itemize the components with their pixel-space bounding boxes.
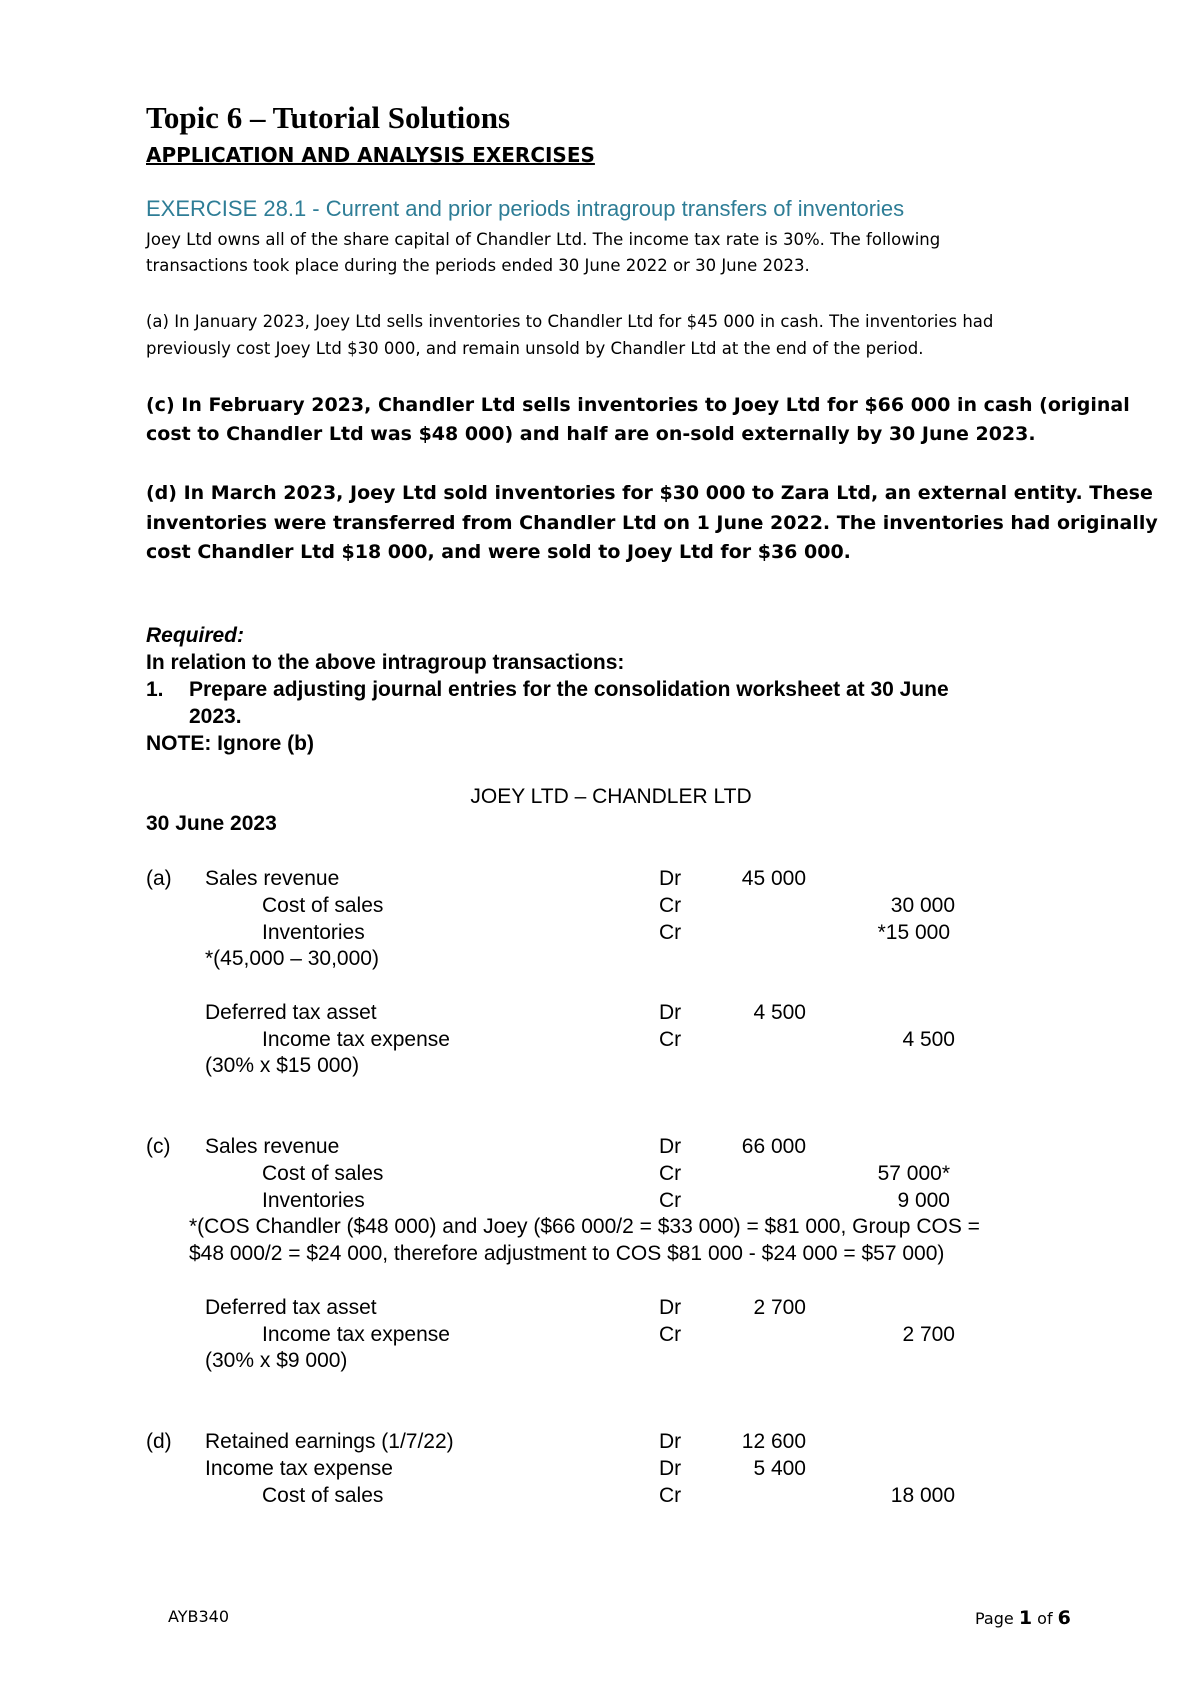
entry-drcr: Dr xyxy=(659,1457,682,1480)
entry-credit: 57 000* xyxy=(877,1162,950,1185)
entry-account: Income tax expense xyxy=(262,1028,450,1051)
entry-debit: 12 600 xyxy=(741,1430,806,1453)
part-c-line-2: cost to Chandler Ltd was $48 000) and half are on-sold externally by 30 June 2023. xyxy=(146,423,1036,445)
intro-line-1: Joey Ltd owns all of the share capital of Chandler Ltd. The income tax rate is 30%. The following xyxy=(146,230,941,249)
footer-of-word: of xyxy=(1037,1609,1053,1628)
required-item-text-1: Prepare adjusting journal entries for the consolidation worksheet at 30 June xyxy=(189,678,949,701)
journal-heading: JOEY LTD – CHANDLER LTD xyxy=(470,785,752,808)
required-label: Required: xyxy=(146,624,245,647)
entry-debit: 4 500 xyxy=(753,1001,806,1024)
entry-credit: 2 700 xyxy=(902,1323,955,1346)
entry-drcr: Dr xyxy=(659,1001,682,1024)
entry-drcr: Cr xyxy=(659,894,682,917)
entry-drcr: Dr xyxy=(659,867,682,890)
entry-drcr: Dr xyxy=(659,1135,682,1158)
part-a-line-1: (a) In January 2023, Joey Ltd sells inventories to Chandler Ltd for $45 000 in cash. The inventories had xyxy=(146,312,994,331)
footer-page-word: Page xyxy=(975,1609,1014,1628)
part-d-line-2: inventories were transferred from Chandler Ltd on 1 June 2022. The inventories had originally xyxy=(146,512,1158,534)
entry-drcr: Cr xyxy=(659,1484,682,1507)
entry-drcr: Cr xyxy=(659,921,682,944)
entry-credit: 18 000 xyxy=(890,1484,955,1507)
cos-note-line-1: *(COS Chandler ($48 000) and Joey ($66 000/2 = $33 000) = $81 000, Group COS = xyxy=(189,1215,980,1238)
section-subtitle: APPLICATION AND ANALYSIS EXERCISES xyxy=(146,143,595,167)
entry-account: Deferred tax asset xyxy=(205,1296,377,1319)
part-d-line-3: cost Chandler Ltd $18 000, and were sold to Joey Ltd for $36 000. xyxy=(146,541,851,563)
entry-label-c: (c) xyxy=(146,1135,171,1158)
entry-account: Sales revenue xyxy=(205,1135,340,1158)
entry-account: Inventories xyxy=(262,921,365,944)
entry-debit: 2 700 xyxy=(753,1296,806,1319)
entry-account: Income tax expense xyxy=(262,1323,450,1346)
entry-account: Cost of sales xyxy=(262,894,384,917)
entry-drcr: Dr xyxy=(659,1430,682,1453)
entry-drcr: Cr xyxy=(659,1189,682,1212)
entry-drcr: Cr xyxy=(659,1162,682,1185)
entry-credit: 9 000 xyxy=(897,1189,950,1212)
cos-note-line-2: $48 000/2 = $24 000, therefore adjustment to COS $81 000 - $24 000 = $57 000) xyxy=(189,1242,945,1265)
page-title: Topic 6 – Tutorial Solutions xyxy=(146,100,511,135)
entry-debit: 5 400 xyxy=(753,1457,806,1480)
entry-note: (30% x $9 000) xyxy=(205,1349,348,1372)
entry-note: (30% x $15 000) xyxy=(205,1054,360,1077)
required-item-number: 1. xyxy=(146,678,164,701)
part-d-line-1: (d) In March 2023, Joey Ltd sold inventories for $30 000 to Zara Ltd, an external entity. These xyxy=(146,482,1153,504)
required-item-text-2: 2023. xyxy=(189,705,242,728)
entry-drcr: Cr xyxy=(659,1323,682,1346)
entry-account: Cost of sales xyxy=(262,1162,384,1185)
entry-note: *(45,000 – 30,000) xyxy=(205,947,379,970)
entry-account: Cost of sales xyxy=(262,1484,384,1507)
part-c-line-1: (c) In February 2023, Chandler Ltd sells inventories to Joey Ltd for $66 000 in cash (original xyxy=(146,394,1130,416)
entry-debit: 66 000 xyxy=(741,1135,806,1158)
entry-label-d: (d) xyxy=(146,1430,172,1453)
entry-account: Inventories xyxy=(262,1189,365,1212)
entry-credit: 4 500 xyxy=(902,1028,955,1051)
entry-drcr: Dr xyxy=(659,1296,682,1319)
entry-credit: 30 000 xyxy=(890,894,955,917)
entry-account: Income tax expense xyxy=(205,1457,393,1480)
entry-drcr: Cr xyxy=(659,1028,682,1051)
required-note: NOTE: Ignore (b) xyxy=(146,732,314,755)
entry-label-a: (a) xyxy=(146,867,172,890)
entry-account: Retained earnings (1/7/22) xyxy=(205,1430,454,1453)
entry-debit: 45 000 xyxy=(741,867,806,890)
entry-account: Deferred tax asset xyxy=(205,1001,377,1024)
footer-page-total: 6 xyxy=(1057,1607,1071,1629)
footer-page-number: 1 xyxy=(1018,1607,1033,1629)
footer-page-indicator xyxy=(975,1607,1071,1629)
footer-course-code: AYB340 xyxy=(168,1607,229,1626)
required-line: In relation to the above intragroup transactions: xyxy=(146,651,625,674)
entry-account: Sales revenue xyxy=(205,867,340,890)
part-a-line-2: previously cost Joey Ltd $30 000, and remain unsold by Chandler Ltd at the end of the period. xyxy=(146,339,924,358)
journal-date: 30 June 2023 xyxy=(146,812,277,835)
entry-credit: *15 000 xyxy=(877,921,950,944)
intro-line-2: transactions took place during the periods ended 30 June 2022 or 30 June 2023. xyxy=(146,256,810,275)
exercise-heading: EXERCISE 28.1 - Current and prior periods intragroup transfers of inventories xyxy=(146,196,905,221)
